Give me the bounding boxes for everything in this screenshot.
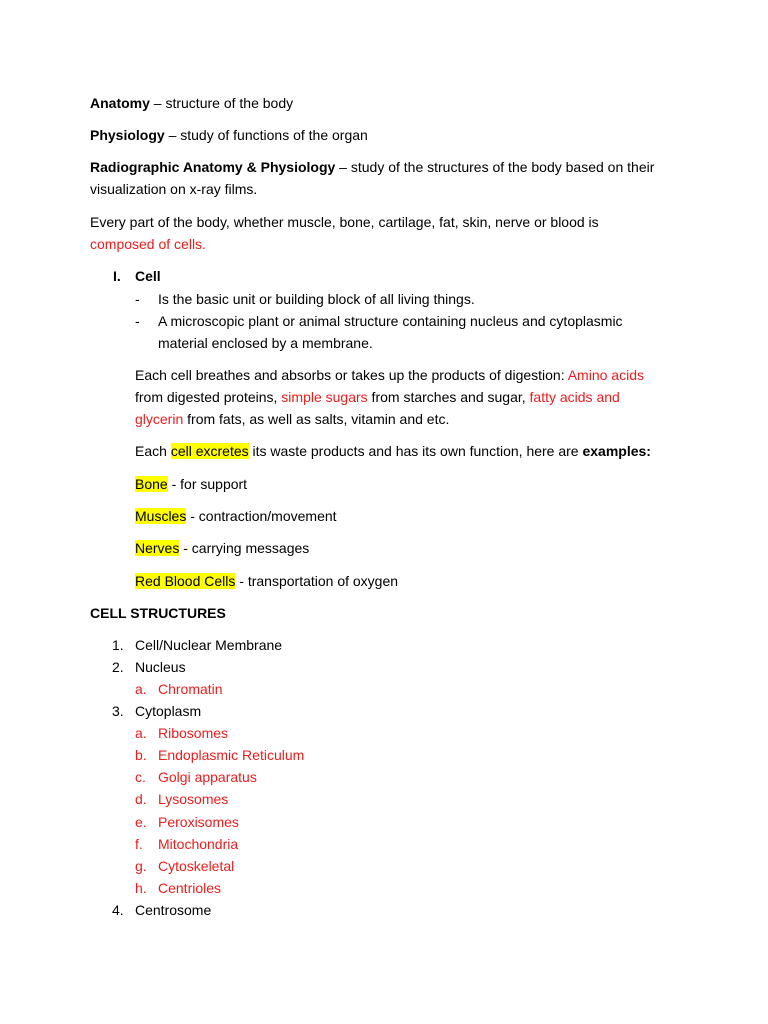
bullet-text: material enclosed by a membrane.: [158, 335, 373, 351]
example-desc: - transportation of oxygen: [235, 573, 399, 589]
example-item: [135, 572, 398, 590]
list-number: 4.: [112, 902, 124, 918]
list-item: Centrosome: [135, 902, 212, 918]
list-number: 1.: [112, 637, 124, 653]
example-item: [135, 475, 247, 493]
example-term: Muscles: [135, 508, 187, 524]
example-term: Bone: [135, 476, 168, 492]
sublist-letter: b.: [135, 747, 147, 763]
sublist-item: Centrioles: [158, 880, 222, 896]
list-item: Cell/Nuclear Membrane: [135, 637, 283, 653]
definition-text: – study of the structures of the body based on their: [335, 159, 655, 175]
intro-text: Every part of the body, whether muscle, bone, cartilage, fat, skin, nerve or blood is: [90, 214, 599, 230]
example-desc: - carrying messages: [179, 540, 310, 556]
paragraph-text: from digested proteins,: [135, 389, 282, 405]
example-item: [135, 507, 337, 525]
paragraph-red-text: glycerin: [135, 411, 184, 427]
digestion-paragraph-line: [135, 366, 644, 384]
paragraph-red-text: simple sugars: [281, 389, 368, 405]
digestion-paragraph-line: [135, 388, 620, 406]
sublist-item: Chromatin: [158, 681, 223, 697]
excretion-paragraph: [135, 442, 651, 460]
paragraph-red-text: fatty acids and: [529, 389, 620, 405]
list-number: 2.: [112, 659, 124, 675]
paragraph-text: its waste products and has its own function, here are: [248, 443, 583, 459]
example-desc: - contraction/movement: [186, 508, 337, 524]
intro-line-red: [90, 235, 206, 253]
definition-text: visualization on x-ray films.: [90, 181, 258, 197]
definition-term: Physiology: [90, 127, 165, 143]
sublist-item: Cytoskeletal: [158, 858, 235, 874]
intro-text-red: composed of cells.: [90, 236, 206, 252]
sublist-letter: e.: [135, 814, 147, 830]
definition-text: – study of functions of the organ: [164, 127, 368, 143]
bullet-marker: -: [135, 313, 140, 329]
example-term: Red Blood Cells: [135, 573, 236, 589]
digestion-paragraph-line: [135, 410, 449, 428]
paragraph-red-text: Amino acids: [567, 367, 644, 383]
definition-physiology: [90, 126, 368, 144]
example-term: Nerves: [135, 540, 180, 556]
paragraph-text: Each cell breathes and absorbs or takes up the products of digestion:: [135, 367, 568, 383]
list-item: Cytoplasm: [135, 703, 202, 719]
sublist-item: Endoplasmic Reticulum: [158, 747, 305, 763]
sublist-item: Lysosomes: [158, 791, 229, 807]
cell-structures-heading: CELL STRUCTURES: [90, 605, 226, 621]
paragraph-text: Each: [135, 443, 171, 459]
section-marker: I.: [113, 268, 121, 284]
definition-term: Radiographic Anatomy & Physiology: [90, 159, 336, 175]
sublist-letter: a.: [135, 681, 147, 697]
bold-text: examples:: [582, 443, 651, 459]
sublist-item: Ribosomes: [158, 725, 229, 741]
paragraph-text: from fats, as well as salts, vitamin and etc.: [183, 411, 450, 427]
definition-term: Anatomy: [90, 95, 150, 111]
sublist-letter: f.: [135, 836, 143, 852]
paragraph-text: from starches and sugar,: [367, 389, 530, 405]
definition-radiographic: [90, 158, 654, 176]
sublist-letter: c.: [135, 769, 146, 785]
sublist-letter: g.: [135, 858, 147, 874]
definition-radiographic-cont: [90, 180, 257, 198]
example-item: [135, 539, 309, 557]
sublist-item: Mitochondria: [158, 836, 239, 852]
sublist-letter: h.: [135, 880, 147, 896]
definition-text: – structure of the body: [149, 95, 294, 111]
sublist-item: Golgi apparatus: [158, 769, 257, 785]
sublist-item: Peroxisomes: [158, 814, 239, 830]
list-number: 3.: [112, 703, 124, 719]
bullet-marker: -: [135, 291, 140, 307]
section-title: Cell: [135, 268, 161, 284]
bullet-text: Is the basic unit or building block of all living things.: [158, 291, 475, 307]
highlighted-text: cell excretes: [170, 443, 249, 459]
sublist-letter: d.: [135, 791, 147, 807]
intro-line: [90, 213, 599, 231]
bullet-text: A microscopic plant or animal structure containing nucleus and cytoplasmic: [158, 313, 623, 329]
sublist-letter: a.: [135, 725, 147, 741]
definition-anatomy: [90, 94, 293, 112]
example-desc: - for support: [167, 476, 248, 492]
list-item: Nucleus: [135, 659, 186, 675]
